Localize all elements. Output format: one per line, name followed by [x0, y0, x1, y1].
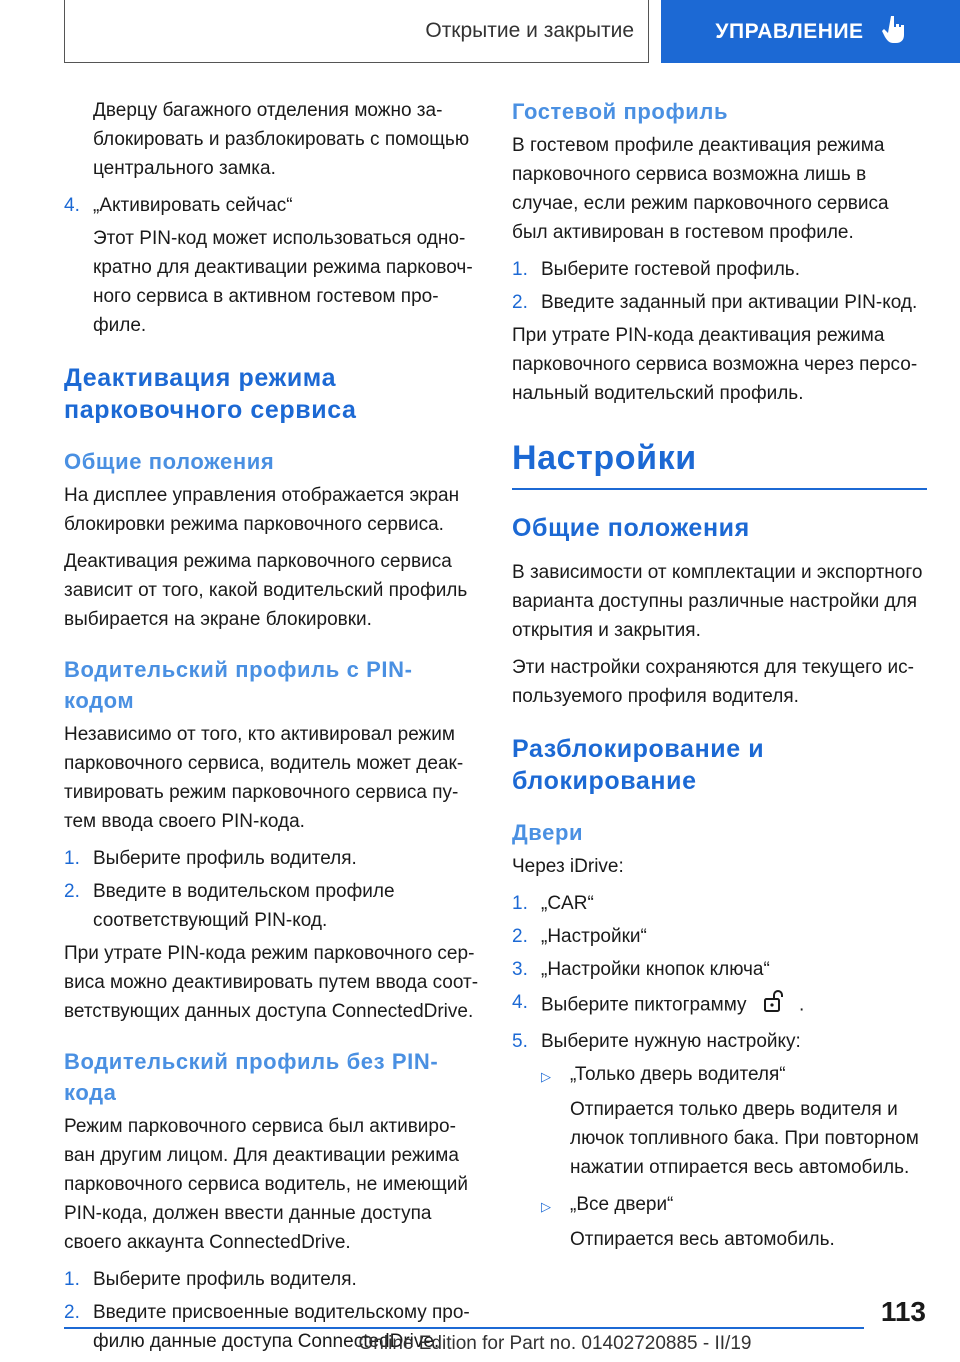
list-text: „CAR“ — [541, 893, 594, 914]
option-description: Отпирается весь автомобиль. — [570, 1229, 835, 1250]
list-text: Введите в водительском профиле соответствующий PIN-код. — [93, 881, 395, 931]
option-list — [512, 1060, 927, 1254]
triangle-bullet-icon: ▷ — [541, 1199, 551, 1214]
heading-guest-profile: Гостевой профиль — [512, 99, 729, 124]
list-item — [64, 844, 479, 873]
chapter-title: УПРАВЛЕНИЕ — [715, 19, 864, 43]
list-item — [512, 955, 927, 984]
list-item — [512, 889, 927, 918]
list-text: Выберите профиль водителя. — [93, 848, 357, 869]
section-tab — [64, 0, 649, 63]
list-text: Выберите гостевой профиль. — [541, 259, 800, 280]
option-label: „Все двери“ — [570, 1194, 674, 1215]
heading-settings: Настройки — [512, 436, 927, 490]
right-column — [512, 96, 927, 1262]
list-number: 2. — [512, 926, 528, 947]
heading-general: Общие положения — [512, 514, 750, 542]
left-column — [64, 96, 479, 1360]
page-header — [0, 0, 960, 66]
list-text-tail: . — [799, 994, 805, 1016]
list-text: „Настройки кнопок ключа“ — [541, 959, 770, 980]
hand-pointer-icon — [882, 14, 906, 50]
list-text: Введите заданный при активации PIN-код. — [541, 292, 918, 313]
list-number: 2. — [512, 292, 528, 313]
list-item — [512, 922, 927, 951]
list-number: 4. — [512, 992, 528, 1013]
option-description: Отпирается только дверь водителя и лючок топливного бака. При повторном нажатии отпирается весь автомобиль. — [570, 1099, 919, 1178]
list-item — [64, 1265, 479, 1294]
list-number: 3. — [512, 959, 528, 980]
heading-doors: Двери — [512, 820, 584, 845]
paragraph: Через iDrive: — [512, 856, 624, 877]
heading-general: Общие положения — [64, 449, 275, 474]
heading-deactivation: Деактивация режима парковочного сервиса — [64, 364, 357, 424]
heading-profile-with-pin: Водительский профиль с PIN-кодом — [64, 657, 413, 713]
option-label: „Только дверь водителя“ — [570, 1064, 786, 1085]
triangle-bullet-icon: ▷ — [541, 1069, 551, 1084]
page-number: 113 — [880, 1296, 926, 1327]
paragraph: В зависимости от комплектации и экспортного варианта доступны различные настройки для открытия и закрытия. — [512, 562, 923, 641]
paragraph: Режим парковочного сервиса был активирован другим лицом. Для деактивации режима парковочного сервиса водитель, не имеющий PIN-кода, должен ввести данные доступа своего аккаунта ConnectedDrive. — [64, 1116, 468, 1253]
unlock-icon — [762, 988, 788, 1023]
paragraph: При утрате PIN-кода деактивация режима парковочного сервиса возможна через персональный водительский профиль. — [512, 325, 918, 404]
list-item — [512, 1027, 927, 1056]
list-number: 1. — [512, 259, 528, 280]
footer-divider — [64, 1327, 864, 1329]
list-item — [64, 877, 479, 935]
paragraph: При утрате PIN-кода режим парковочного сервиса можно деактивировать путем ввода соответствующих данных доступа ConnectedDrive. — [64, 943, 479, 1022]
list-item — [512, 288, 927, 317]
edition-text: Online Edition for Part no. 01402720885 - II/19 — [358, 1333, 752, 1354]
list-text — [541, 988, 804, 1023]
heading-profile-without-pin: Водительский профиль без PIN-кода — [64, 1049, 439, 1105]
list-number: 5. — [512, 1031, 528, 1052]
paragraph: Деактивация режима парковочного сервиса зависит от того, какой водительский профиль выбирается на экране блокировки. — [64, 551, 468, 630]
list-text: Введите присвоенные водительскому профилю данные доступа ConnectedDrive. — [93, 1302, 470, 1352]
list-number: 2. — [64, 1302, 80, 1323]
list-text: „Активировать сейчас“ — [93, 195, 293, 216]
step-description: Этот PIN-код может использоваться однократно для деактивации режима парковочного сервиса в активном гостевом профиле. — [93, 228, 473, 336]
list-number: 4. — [64, 195, 80, 216]
section-title: Открытие и закрытие — [425, 19, 634, 42]
list-text: Выберите нужную настройку: — [541, 1031, 801, 1052]
list-item — [512, 988, 927, 1023]
heading-unlock-lock: Разблокирование и блокирование — [512, 735, 765, 795]
intro-paragraph: Дверцу багажного отделения можно заблокировать и разблокировать с помощью центрального замка. — [93, 100, 470, 179]
paragraph: Эти настройки сохраняются для текущего используемого профиля водителя. — [512, 657, 914, 707]
list-number: 1. — [64, 1269, 80, 1290]
option-item — [541, 1060, 927, 1091]
list-text: Выберите профиль водителя. — [93, 1269, 357, 1290]
list-number: 1. — [64, 848, 80, 869]
list-text: „Настройки“ — [541, 926, 647, 947]
edition-footer — [0, 1333, 960, 1355]
list-text-label: Выберите пиктограмму — [541, 994, 747, 1016]
list-item — [512, 255, 927, 284]
list-number: 1. — [512, 893, 528, 914]
paragraph: В гостевом профиле деактивация режима парковочного сервиса возможна лишь в случае, если режим парковочного сервиса был активирован в гостевом профиле. — [512, 135, 889, 243]
list-item — [64, 191, 479, 220]
option-item — [541, 1190, 927, 1221]
chapter-tab — [661, 0, 960, 63]
paragraph: На дисплее управления отображается экран блокировки режима парковочного сервиса. — [64, 485, 460, 535]
list-number: 2. — [64, 881, 80, 902]
paragraph: Независимо от того, кто активировал режим парковочного сервиса, водитель может деактивировать режим парковочного сервиса путем ввода своего PIN-кода. — [64, 724, 464, 832]
